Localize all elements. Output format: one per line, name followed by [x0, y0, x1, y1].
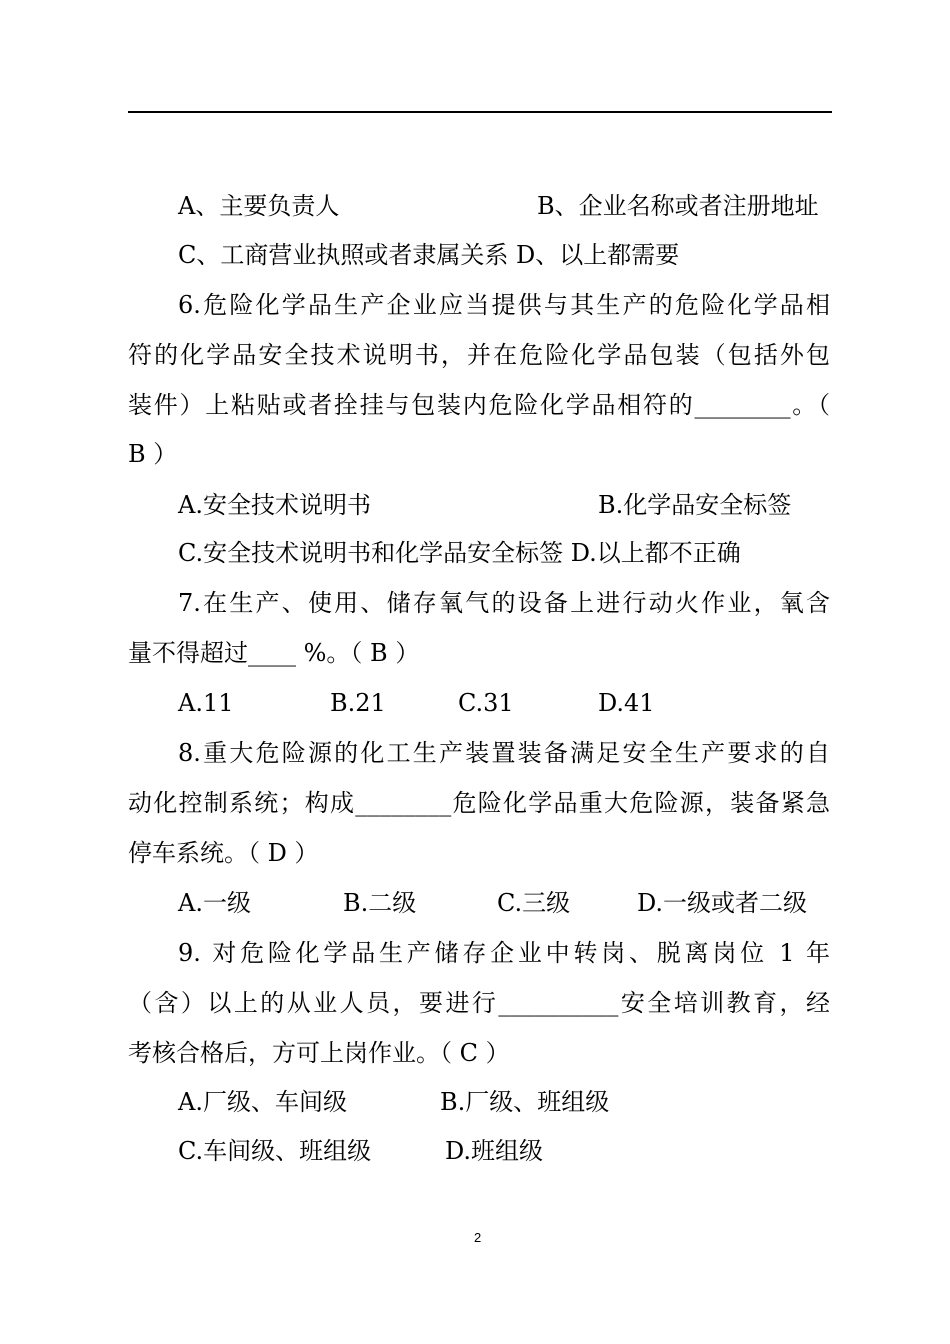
q9-option-a: A.厂级、车间级: [178, 1088, 347, 1116]
q9-option-c: C.车间级、班组级: [178, 1137, 372, 1165]
q8-line: 动化控制系统；构成________危险化学品重大危险源，装备紧急: [128, 789, 830, 817]
q8-option-c: C.三级: [497, 889, 571, 917]
q6-line: 装件）上粘贴或者拴挂与包装内危险化学品相符的________。（: [128, 391, 830, 419]
q8-option-b: B.二级: [343, 889, 417, 917]
q6-answer: B ）: [128, 440, 178, 468]
q9-option-b: B.厂级、班组级: [440, 1088, 610, 1116]
q8-line: 8.重大危险源的化工生产装置装备满足安全生产要求的自: [178, 739, 830, 767]
q7-option-b: B.21: [330, 689, 386, 717]
q9-line: （含）以上的从业人员，要进行__________安全培训教育，经: [128, 989, 830, 1017]
q6-option-b: B.化学品安全标签: [598, 491, 792, 519]
q6-line: 符的化学品安全技术说明书，并在危险化学品包装（包括外包: [128, 341, 830, 369]
q9-option-d: D.班组级: [445, 1137, 544, 1165]
q8-option-a: A.一级: [178, 889, 251, 917]
q7-option-d: D.41: [598, 689, 655, 717]
q5-option-a: A、主要负责人: [178, 192, 340, 220]
q6-option-cd: C.安全技术说明书和化学品安全标签 D.以上都不正确: [178, 539, 741, 567]
page-number: 2: [474, 1230, 482, 1245]
q7-line: 量不得超过____ %。（ B ）: [128, 639, 420, 667]
q9-line: 9. 对危险化学品生产储存企业中转岗、脱离岗位 1 年: [178, 939, 830, 967]
q7-option-c: C.31: [458, 689, 514, 717]
header-rule: [128, 111, 832, 113]
q5-option-b: B、企业名称或者注册地址: [537, 192, 819, 220]
q5-option-cd: C、工商营业执照或者隶属关系 D、以上都需要: [178, 241, 680, 269]
q8-line: 停车系统。（ D ）: [128, 839, 319, 867]
q6-line: 6.危险化学品生产企业应当提供与其生产的危险化学品相: [178, 291, 830, 319]
q9-line: 考核合格后，方可上岗作业。（ C ）: [128, 1039, 510, 1067]
q6-option-a: A.安全技术说明书: [178, 491, 371, 519]
q7-option-a: A.11: [178, 689, 234, 717]
q8-option-d: D.一级或者二级: [637, 889, 808, 917]
q7-line: 7.在生产、使用、储存氧气的设备上进行动火作业，氧含: [178, 589, 830, 617]
